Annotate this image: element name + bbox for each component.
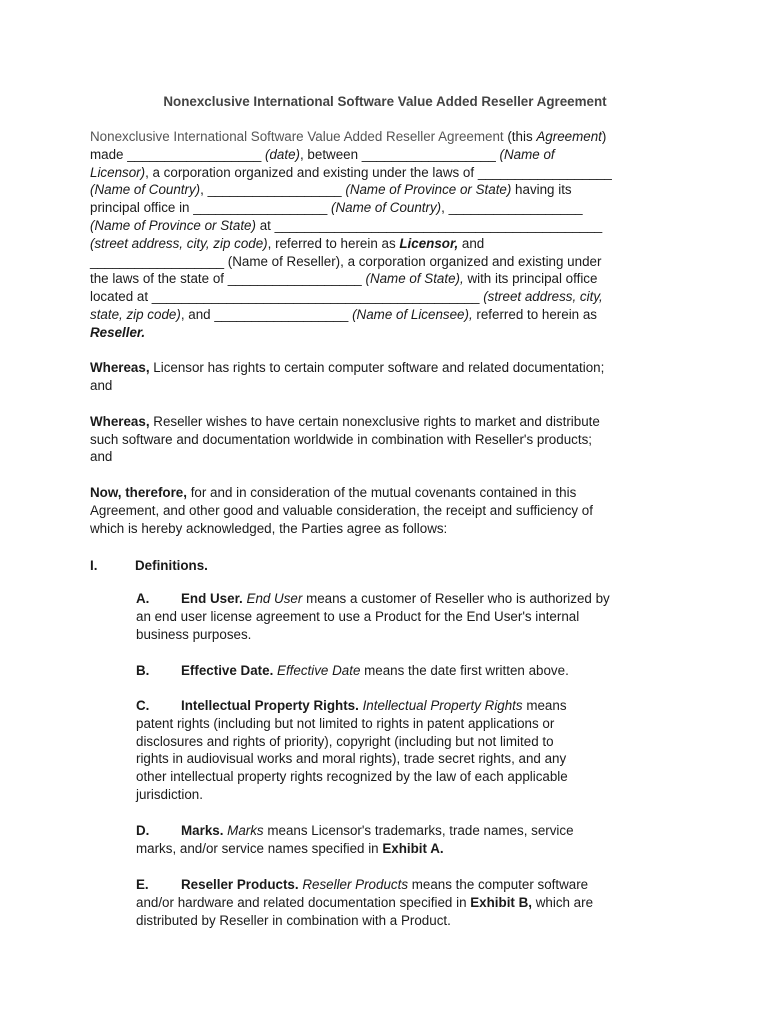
text-run: , __________________ — [441, 200, 583, 216]
text-line — [136, 876, 696, 894]
text-run: means the computer software — [408, 877, 589, 892]
text-run: End User — [246, 591, 303, 606]
text-line — [90, 253, 690, 271]
definition-a — [136, 590, 696, 643]
text-run: Agreement — [536, 129, 602, 144]
text-line — [136, 786, 696, 804]
text-run: (Name of Country) — [331, 200, 442, 216]
text-line — [90, 520, 690, 538]
text-run: which are — [532, 894, 594, 910]
text-run: Marks. — [181, 823, 224, 838]
text-run: Intellectual Property Rights. — [181, 698, 359, 713]
text-run: principal office in __________________ — [90, 200, 331, 216]
text-line — [136, 768, 696, 786]
text-line — [90, 164, 690, 182]
text-line — [90, 288, 690, 306]
text-run: and/or hardware and related documentation specified in — [136, 894, 471, 910]
text-line — [90, 359, 690, 377]
text-line — [136, 590, 696, 608]
section-heading — [90, 558, 208, 573]
text-run: business purposes. — [136, 626, 252, 642]
definition-e — [136, 876, 696, 929]
text-run: (Name of Country) — [90, 182, 201, 198]
section-title: Definitions. — [135, 558, 208, 573]
text-run: Licensor, — [399, 235, 459, 251]
text-run: Now, therefore, — [90, 484, 187, 500]
definition-letter: B. — [136, 663, 150, 678]
text-run: located at ____________________________________________ — [90, 289, 484, 305]
text-run: __________________ (Name of Reseller), a corporation organized and existing under — [90, 253, 602, 269]
definition-c — [136, 697, 696, 804]
text-line — [90, 306, 690, 324]
text-line — [136, 662, 696, 680]
text-run: Nonexclusive International Software Value Added Reseller Agreement — [90, 129, 504, 144]
text-run: (this — [503, 129, 537, 144]
definition-letter: C. — [136, 698, 150, 713]
text-line — [136, 822, 696, 840]
text-run: , a corporation organized and existing under the laws of __________________ — [145, 164, 612, 180]
text-run: Agreement, and other good and valuable consideration, the receipt and sufficiency of — [90, 502, 593, 518]
text-run: , between __________________ — [299, 146, 500, 162]
text-run: Marks — [227, 823, 264, 838]
text-line — [136, 840, 696, 858]
text-run: and — [458, 235, 485, 251]
text-run: , and __________________ — [180, 306, 353, 322]
whereas-paragraph-1 — [90, 359, 690, 395]
text-run: the laws of the state of __________________ — [90, 271, 366, 287]
text-line — [136, 733, 696, 751]
definition-d — [136, 822, 696, 858]
text-run: means a customer of Reseller who is authorized by — [302, 591, 610, 606]
text-run: having its — [511, 182, 572, 198]
text-run: Reseller Products — [302, 877, 409, 892]
text-line — [90, 502, 690, 520]
text-run: rights in audiovisual works and moral rights), trade secret rights, and any — [136, 751, 567, 767]
text-run: at ____________________________________________ — [255, 217, 603, 233]
text-run: means — [522, 698, 567, 713]
text-run: with its principal office — [463, 271, 598, 287]
text-run: means Licensor's trademarks, trade names, service — [263, 823, 574, 838]
text-run: Licensor) — [90, 164, 146, 180]
text-line — [136, 894, 696, 912]
text-run: patent rights (including but not limited to rights in patent applications or — [136, 715, 555, 731]
text-run: and — [90, 449, 113, 465]
text-run: ) — [601, 129, 607, 144]
text-run: distributed by Reseller in combination with a Product. — [136, 912, 451, 928]
text-line — [90, 217, 690, 235]
text-run: (Name of Province or State) — [90, 217, 256, 233]
text-run: Reseller Products. — [181, 877, 299, 892]
text-line — [136, 697, 696, 715]
text-run: which is hereby acknowledged, the Parties agree as follows: — [90, 520, 448, 536]
text-run: such software and documentation worldwide in combination with Reseller's products; — [90, 431, 592, 447]
definition-letter: A. — [136, 591, 150, 606]
text-line — [136, 608, 696, 626]
text-line — [90, 448, 690, 466]
text-run: Exhibit B, — [470, 894, 532, 910]
document-body — [90, 128, 690, 537]
text-run: (Name of Province or State) — [345, 182, 512, 198]
text-run: and — [90, 378, 113, 394]
text-run: marks, and/or service names specified in — [136, 840, 383, 856]
text-run: for and in consideration of the mutual covenants contained in this — [186, 484, 577, 500]
definition-letter: E. — [136, 877, 149, 892]
text-run: (street address, city, zip code) — [90, 235, 268, 251]
text-line — [90, 235, 690, 253]
text-run: Intellectual Property Rights — [362, 698, 523, 713]
text-run: Effective Date. — [181, 663, 274, 678]
text-line — [90, 270, 690, 288]
text-line — [90, 324, 690, 342]
text-run: End User. — [181, 591, 243, 606]
text-run: an end user license agreement to use a Product for the End User's internal — [136, 608, 580, 624]
section-number: I. — [90, 558, 98, 573]
definition-letter: D. — [136, 823, 150, 838]
text-run: Reseller wishes to have certain nonexclusive rights to market and distribute — [149, 413, 600, 429]
text-run: state, zip code) — [90, 306, 181, 322]
whereas-paragraph-2 — [90, 413, 690, 466]
text-line — [90, 431, 690, 449]
document-title: Nonexclusive International Software Value Added Reseller Agreement — [163, 94, 607, 109]
text-run: means the date first written above. — [360, 663, 569, 678]
text-run: Exhibit A. — [382, 840, 444, 856]
text-run: referred to herein as — [472, 306, 597, 322]
text-run: Whereas, — [90, 413, 150, 429]
text-run: , referred to herein as — [267, 235, 400, 251]
text-line — [136, 626, 696, 644]
text-line — [90, 484, 690, 502]
text-run: (street address, city, — [483, 289, 603, 305]
text-line — [136, 715, 696, 733]
text-line — [136, 750, 696, 768]
text-line — [90, 199, 690, 217]
text-run: (Name of Licensee), — [352, 306, 473, 322]
text-run: Whereas, — [90, 360, 150, 376]
preamble-paragraph — [90, 128, 690, 342]
text-line — [90, 146, 690, 164]
text-run: (Name of State), — [365, 271, 464, 287]
text-run: Licensor has rights to certain computer software and related documentation; — [149, 360, 605, 376]
text-run: , __________________ — [200, 182, 346, 198]
text-run: (Name of — [499, 146, 555, 162]
text-run: Effective Date — [277, 663, 361, 678]
text-line — [90, 128, 690, 146]
text-run: made __________________ — [90, 146, 265, 162]
text-line — [136, 912, 696, 930]
text-run: disclosures and rights of priority), copyright (including but not limited to — [136, 733, 554, 749]
text-run: other intellectual property rights recognized by the law of each applicable — [136, 769, 568, 785]
text-line — [90, 377, 690, 395]
text-run: Reseller. — [90, 324, 146, 340]
text-run: (date) — [265, 146, 300, 162]
text-run: jurisdiction. — [136, 786, 203, 802]
text-line — [90, 181, 690, 199]
now-therefore-paragraph — [90, 484, 690, 537]
definition-b — [136, 662, 696, 680]
text-line — [90, 413, 690, 431]
